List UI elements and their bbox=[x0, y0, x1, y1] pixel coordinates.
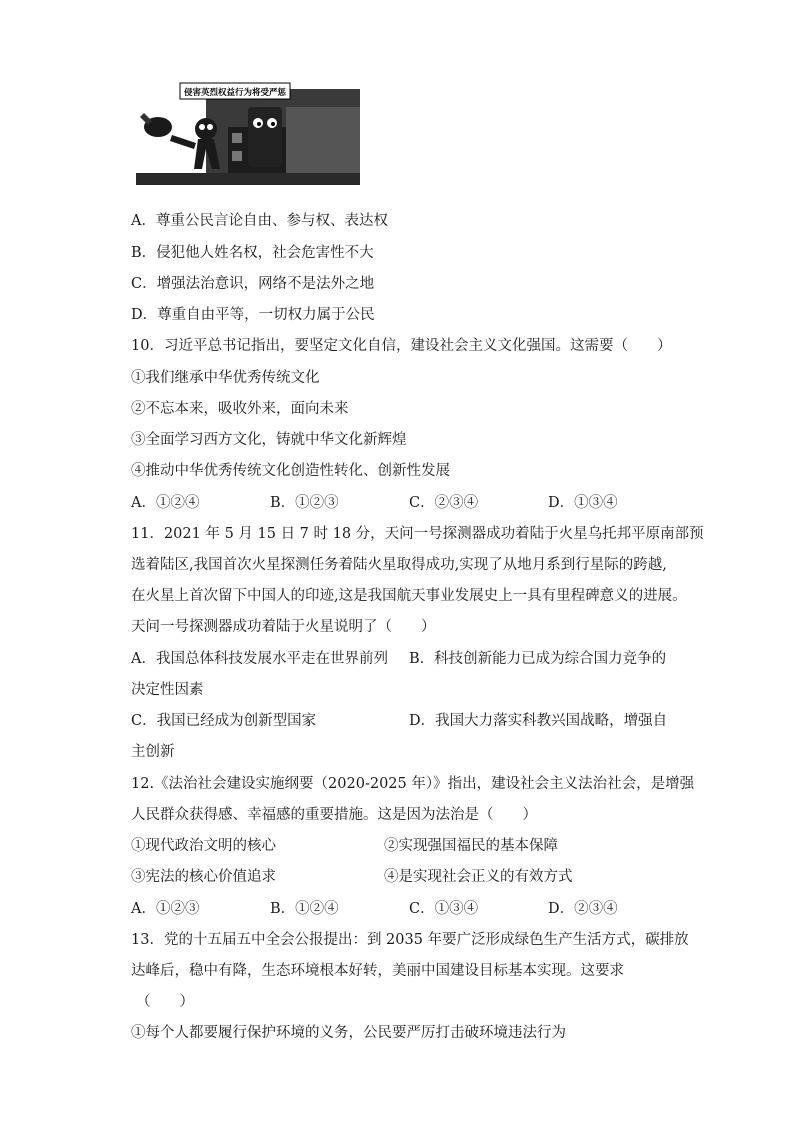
q11-stem-line-2: 选着陆区,我国首次火星探测任务着陆火星取得成功,实现了从地月系到行星际的跨越, bbox=[131, 557, 667, 573]
q10-choice-c: C．②③④ bbox=[409, 495, 479, 511]
q9-option-c: C．增强法治意识，网络不是法外之地 bbox=[131, 276, 375, 292]
q10-item-1: ①我们继承中华优秀传统文化 bbox=[131, 370, 320, 386]
q10-choice-a: A．①②④ bbox=[131, 495, 200, 511]
q9-option-b: B．侵犯他人姓名权，社会危害性不大 bbox=[131, 245, 374, 261]
q12-choice-d: D．②③④ bbox=[548, 901, 618, 917]
q11-stem-line-4: 天问一号探测器成功着陆于火星说明了（ ） bbox=[131, 619, 436, 635]
q12-item-1: ①现代政治文明的核心 bbox=[131, 838, 276, 854]
q12-stem-line-2: 人民群众获得感、幸福感的重要措施。这是因为法治是（ ） bbox=[131, 807, 537, 823]
cartoon-illustration bbox=[136, 77, 360, 185]
q13-stem-line-1: 13．党的十五届五中全会公报提出：到 2035 年要广泛形成绿色生产生活方式，碳排放 bbox=[131, 932, 689, 948]
q13-item-1: ①每个人都要履行保护环境的义务，公民要严厉打击破环境违法行为 bbox=[131, 1025, 566, 1041]
q11-option-d: D．我国大力落实科教兴国战略，增强自 bbox=[409, 713, 668, 729]
q11-option-c: C．我国已经成为创新型国家 bbox=[131, 713, 317, 729]
q13-stem-line-3: （ ） bbox=[136, 994, 194, 1010]
q10-choice-b: B．①②③ bbox=[270, 495, 339, 511]
q12-item-2: ②实现强国福民的基本保障 bbox=[384, 838, 558, 854]
q13-stem-line-2: 达峰后，稳中有降，生态环境根本好转，美丽中国建设目标基本实现。这要求 bbox=[131, 963, 624, 979]
q12-stem-line-1: 12.《法治社会建设实施纲要（2020-2025 年）》指出，建设社会主义法治社会，是增强 bbox=[131, 776, 695, 792]
q12-choice-a: A．①②③ bbox=[131, 901, 200, 917]
q10-item-4: ④推动中华优秀传统文化创造性转化、创新性发展 bbox=[131, 463, 450, 479]
q11-option-b-continued: 决定性因素 bbox=[131, 682, 204, 698]
q11-stem-line-1: 11．2021 年 5 月 15 日 7 时 18 分，天问一号探测器成功着陆于火星乌托邦平原南部预 bbox=[131, 526, 704, 542]
q10-stem: 10．习近平总书记指出，要坚定文化自信，建设社会主义文化强国。这需要（ ） bbox=[131, 338, 672, 354]
q11-option-b: B．科技创新能力已成为综合国力竞争的 bbox=[409, 651, 667, 667]
q12-item-4: ④是实现社会正义的有效方式 bbox=[384, 869, 573, 885]
cartoon-banner-text: 侵害英烈权益行为将受严惩 bbox=[183, 88, 287, 98]
q11-option-d-continued: 主创新 bbox=[131, 744, 175, 760]
q11-option-a: A．我国总体科技发展水平走在世界前列 bbox=[131, 651, 388, 667]
q12-choice-b: B．①②④ bbox=[270, 901, 339, 917]
q10-item-2: ②不忘本来，吸收外来，面向未来 bbox=[131, 401, 349, 417]
q9-option-a: A．尊重公民言论自由、参与权、表达权 bbox=[131, 213, 388, 229]
q11-stem-line-3: 在火星上首次留下中国人的印迹,这是我国航天事业发展史上一具有里程碑意义的进展。 bbox=[131, 588, 687, 604]
q12-choice-c: C．①③④ bbox=[409, 901, 479, 917]
q12-item-3: ③宪法的核心价值追求 bbox=[131, 869, 276, 885]
q10-item-3: ③全面学习西方文化，铸就中华文化新辉煌 bbox=[131, 432, 407, 448]
q9-option-d: D．尊重自由平等，一切权力属于公民 bbox=[131, 307, 375, 323]
q10-choice-d: D．①③④ bbox=[548, 495, 618, 511]
